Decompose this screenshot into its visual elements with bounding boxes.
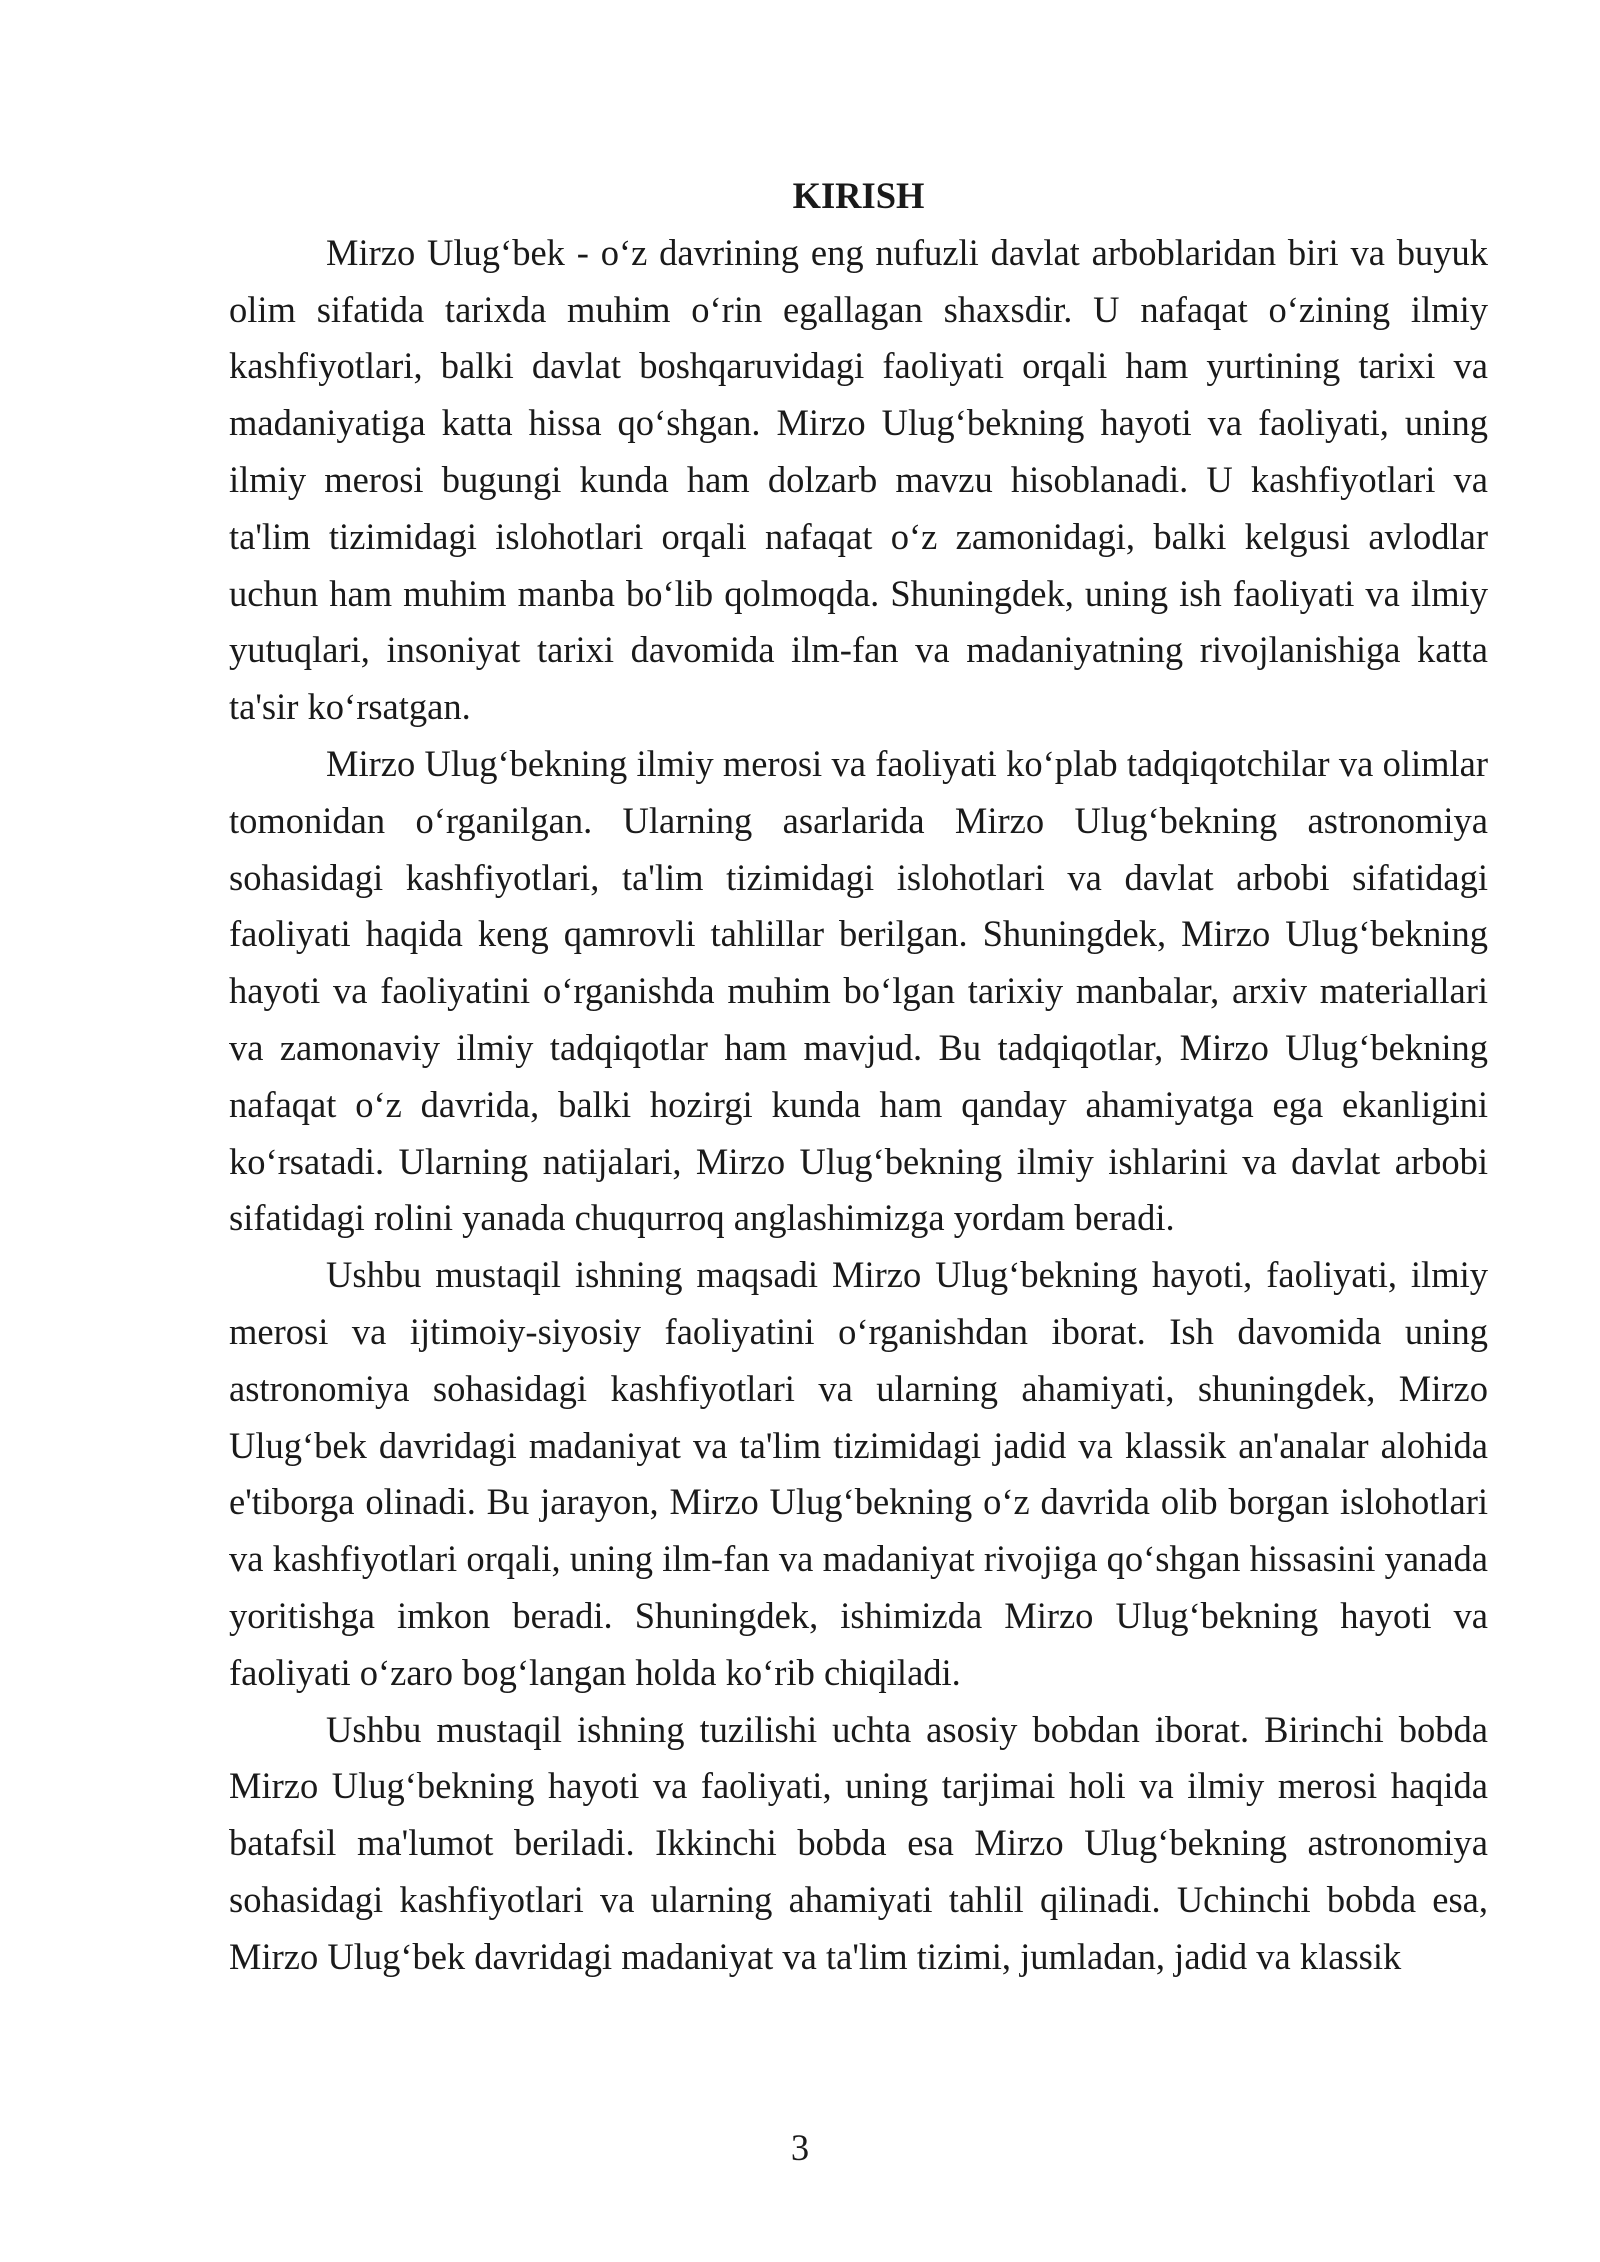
page-number: 3 xyxy=(790,2127,810,2168)
paragraph-3: Ushbu mustaqil ishning maqsadi Mirzo Ulug‘bekning hayoti, faoliyati, ilmiy merosi va ijtimoiy-siyosiy faoliyatini o‘rganishdan iborat. Ish davomida uning astronomiya sohasidagi kashfiyotlari va ularning ahamiyati, shuningdek, Mirzo Ulug‘bek davridagi madaniyat va ta'lim tizimidagi jadid va klassik an'analar alohida e'tiborga olinadi. Bu jarayon, Mirzo Ulug‘bekning o‘z davrida olib borgan islohotlari va kashfiyotlari orqali, uning ilm-fan va madaniyat rivojiga qo‘shgan hissasini yanada yoritishga imkon beradi. Shuningdek, ishimizda Mirzo Ulug‘bekning hayoti va faoliyati o‘zaro bog‘langan holda ko‘rib chiqiladi. xyxy=(229,1254,1488,1693)
paragraph-2: Mirzo Ulug‘bekning ilmiy merosi va faoliyati ko‘plab tadqiqotchilar va olimlar tomonidan o‘rganilgan. Ularning asarlarida Mirzo Ulug‘bekning astronomiya sohasidagi kashfiyotlari, ta'lim tizimidagi islohotlari va davlat arbobi sifatidagi faoliyati haqida keng qamrovli tahlillar berilgan. Shuningdek, Mirzo Ulug‘bekning hayoti va faoliyatini o‘rganishda muhim bo‘lgan tarixiy manbalar, arxiv materiallari va zamonaviy ilmiy tadqiqotlar ham mavjud. Bu tadqiqotlar, Mirzo Ulug‘bekning nafaqat o‘z davrida, balki hozirgi kunda ham qanday ahamiyatga ega ekanligini ko‘rsatadi. Ularning natijalari, Mirzo Ulug‘bekning ilmiy ishlarini va davlat arbobi sifatidagi rolini yanada chuqurroq anglashimizga yordam beradi. xyxy=(229,742,1488,1239)
page-title: KIRISH xyxy=(792,175,925,216)
document-body xyxy=(229,160,1488,1986)
paragraph-1: Mirzo Ulug‘bek - o‘z davrining eng nufuzli davlat arboblaridan biri va buyuk olim sifatida tarixda muhim o‘rin egallagan shaxsdir. U nafaqat o‘zining ilmiy kashfiyotlari, balki davlat boshqaruvidagi faoliyati orqali ham yurtining tarixi va madaniyatiga katta hissa qo‘shgan. Mirzo Ulug‘bekning hayoti va faoliyati, uning ilmiy merosi bugungi kunda ham dolzarb mavzu hisoblanadi. U kashfiyotlari va ta'lim tizimidagi islohotlari orqali nafaqat o‘z zamonidagi, balki kelgusi avlodlar uchun ham muhim manba bo‘lib qolmoqda. Shuningdek, uning ish faoliyati va ilmiy yutuqlari, insoniyat tarixi davomida ilm-fan va madaniyatning rivojlanishiga katta ta'sir ko‘rsatgan. xyxy=(229,231,1488,728)
paragraph-4: Ushbu mustaqil ishning tuzilishi uchta asosiy bobdan iborat. Birinchi bobda Mirzo Ulug‘bekning hayoti va faoliyati, uning tarjimai holi va ilmiy merosi haqida batafsil ma'lumot beriladi. Ikkinchi bobda esa Mirzo Ulug‘bekning astronomiya sohasidagi kashfiyotlari va ularning ahamiyati tahlil qilinadi. Uchinchi bobda esa, Mirzo Ulug‘bek davridagi madaniyat va ta'lim tizimi, jumladan, jadid va klassik xyxy=(229,1708,1488,1977)
